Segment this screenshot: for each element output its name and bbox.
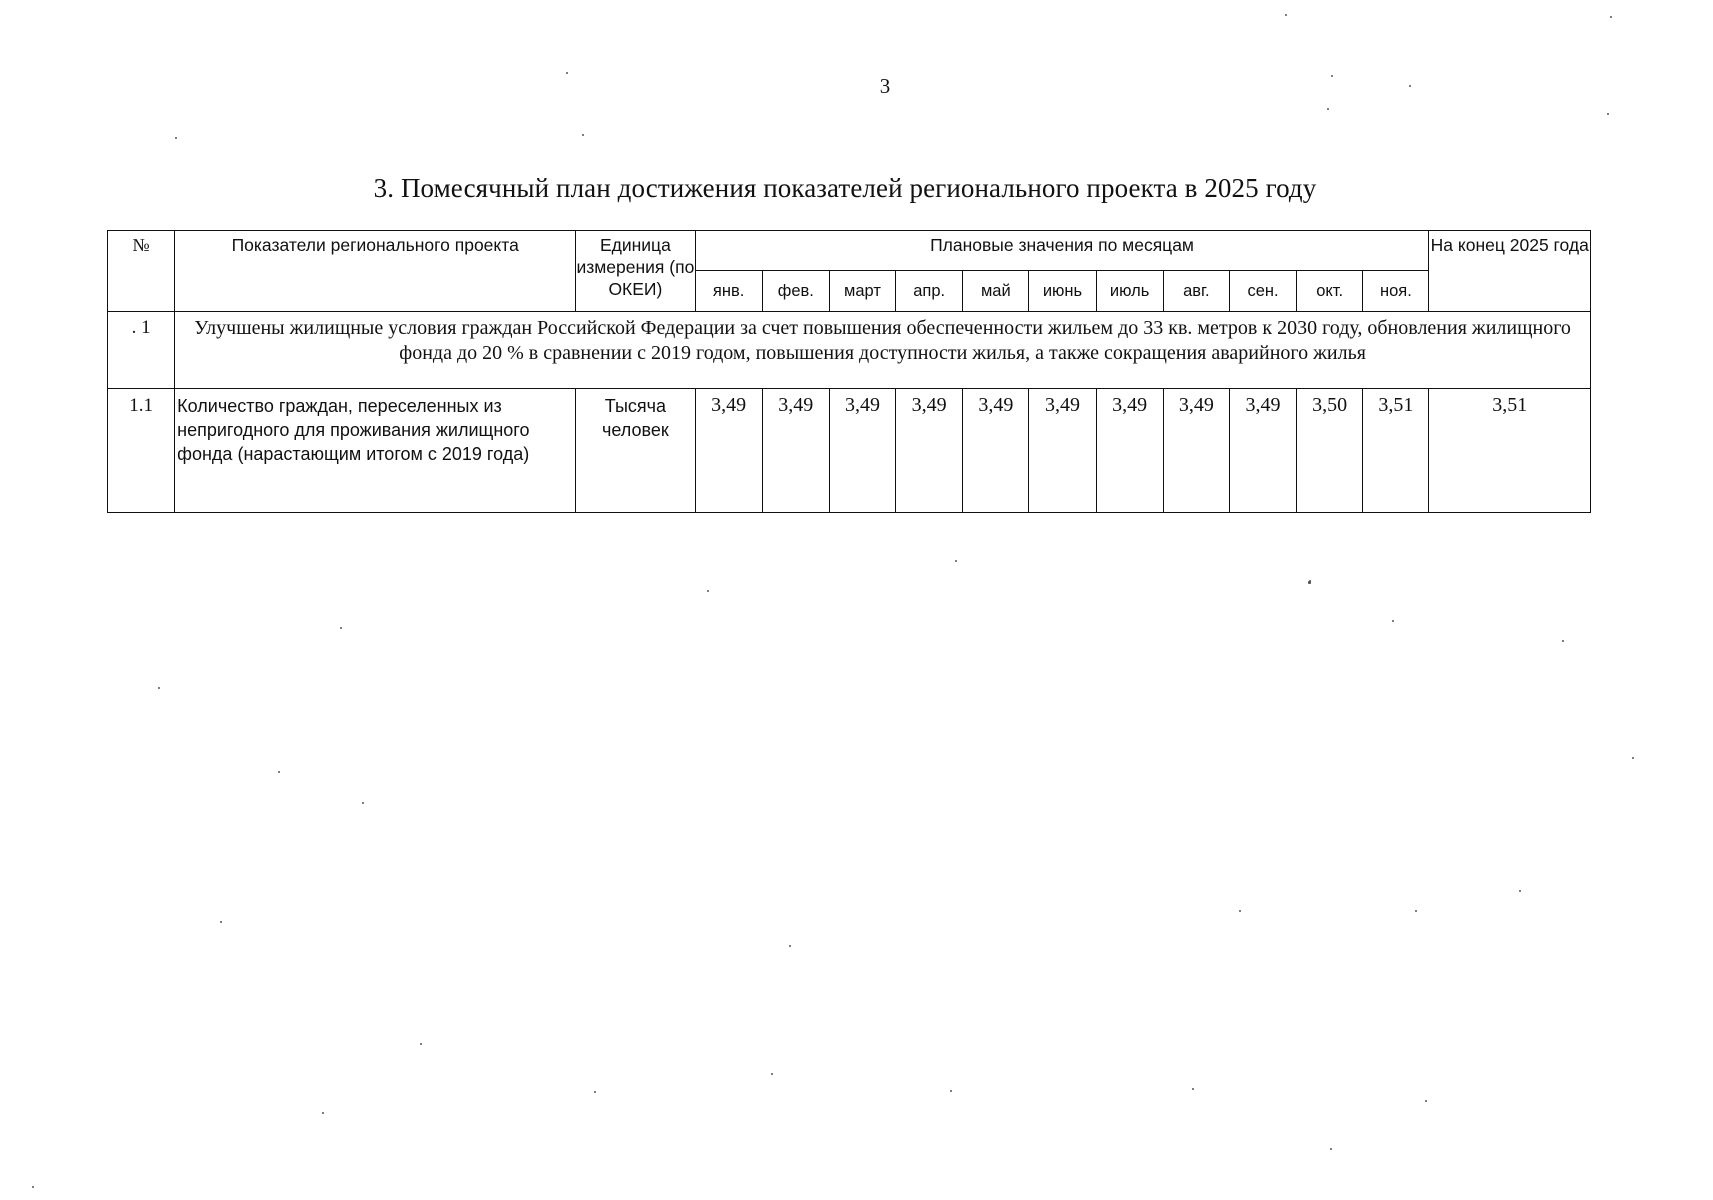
scan-speck (1192, 1088, 1194, 1090)
goal-number: . 1 (108, 312, 175, 389)
monthly-value-cell: 3,49 (1029, 389, 1096, 513)
month-header: окт. (1297, 271, 1363, 312)
indicator-number: 1.1 (108, 389, 175, 513)
scan-speck (175, 137, 177, 139)
monthly-value-cell: 3,49 (829, 389, 895, 513)
scan-speck (32, 1186, 34, 1188)
month-header: июнь (1029, 271, 1096, 312)
header-year-end: На конец 2025 года (1429, 231, 1591, 312)
scan-speck (1330, 1148, 1332, 1150)
month-header: сен. (1229, 271, 1296, 312)
scan-speck (955, 560, 957, 562)
month-header: май (963, 271, 1029, 312)
scan-speck (1607, 113, 1609, 115)
monthly-value-cell: 3,50 (1297, 389, 1363, 513)
scan-speck (707, 590, 709, 592)
scan-speck (1327, 108, 1329, 110)
scan-speck (1632, 757, 1634, 759)
month-header: авг. (1163, 271, 1229, 312)
scan-speck (420, 1043, 422, 1045)
scan-speck (771, 1073, 773, 1075)
scan-speck (1308, 581, 1311, 584)
indicator-row (108, 389, 1591, 513)
scan-speck (950, 1090, 952, 1092)
header-row (108, 231, 1591, 271)
scan-speck (1285, 14, 1287, 16)
scan-speck (789, 945, 791, 947)
scan-speck (220, 921, 222, 923)
header-planned-values: Плановые значения по месяцам (695, 231, 1429, 271)
month-header: янв. (695, 271, 762, 312)
scan-speck (1239, 910, 1241, 912)
scan-speck (1409, 85, 1411, 87)
month-header: апр. (896, 271, 963, 312)
scan-speck (594, 1091, 596, 1093)
goal-row (108, 312, 1591, 389)
header-unit: Единица измерения (по ОКЕИ) (576, 231, 695, 312)
monthly-value-cell: 3,49 (896, 389, 963, 513)
page-number: 3 (879, 74, 891, 98)
monthly-value-cell: 3,49 (1096, 389, 1163, 513)
header-number: № (108, 231, 175, 312)
monthly-plan-table (107, 230, 1591, 513)
monthly-value-cell: 3,49 (963, 389, 1029, 513)
month-header: июль (1096, 271, 1163, 312)
monthly-value-cell: 3,51 (1363, 389, 1429, 513)
scan-speck (1562, 640, 1564, 642)
indicator-name: Количество граждан, переселенных из непригодного для проживания жилищного фонда (нарастающим итогом с 2019 года) (175, 389, 576, 513)
month-header: март (829, 271, 895, 312)
scan-speck (158, 687, 160, 689)
monthly-value-cell: 3,49 (695, 389, 762, 513)
scan-speck (278, 771, 280, 773)
scan-speck (566, 72, 568, 74)
scan-speck (340, 627, 342, 629)
monthly-value-cell: 3,49 (1229, 389, 1296, 513)
scan-speck (362, 802, 364, 804)
scan-speck (582, 134, 584, 136)
monthly-value-cell: 3,49 (1163, 389, 1229, 513)
document-title: 3. Помесячный план достижения показателей регионального проекта в 2025 году (373, 173, 1317, 203)
scan-speck (1519, 890, 1521, 892)
month-header: ноя. (1363, 271, 1429, 312)
indicator-unit: Тысяча человек (576, 389, 695, 513)
header-indicator: Показатели регионального проекта (175, 231, 576, 312)
scan-speck (322, 1112, 324, 1114)
scan-speck (1425, 1100, 1427, 1102)
scan-speck (1392, 620, 1394, 622)
monthly-value-cell: 3,49 (762, 389, 829, 513)
scan-speck (1331, 75, 1333, 77)
scan-speck (1415, 910, 1417, 912)
month-header: фев. (762, 271, 829, 312)
goal-text: Улучшены жилищные условия граждан Российской Федерации за счет повышения обеспеченности жильем до 33 кв. метров к 2030 году, обновления жилищного фонда до 20 % в сравнении с 2019 годом, повышения доступности жилья, а также сокращения аварийного жилья (175, 312, 1591, 389)
scan-speck (1610, 16, 1612, 18)
year-end-value-cell: 3,51 (1429, 389, 1591, 513)
